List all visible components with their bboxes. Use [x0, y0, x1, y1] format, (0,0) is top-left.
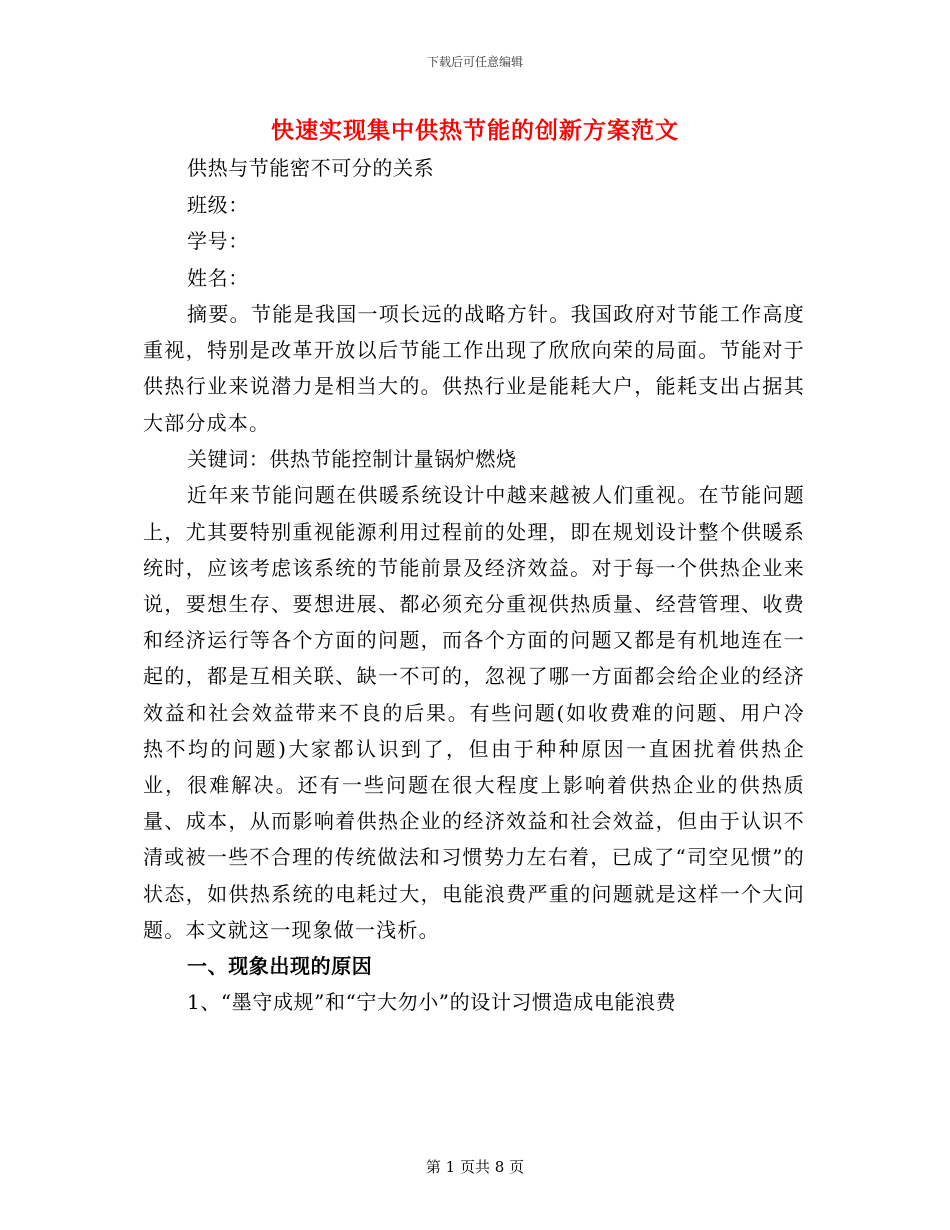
subsection-heading: 1、“墨守成规”和“宁大勿小”的设计习惯造成电能浪费	[187, 990, 677, 1015]
subtitle: 供热与节能密不可分的关系	[187, 156, 435, 180]
abstract-paragraph: 摘要。节能是我国一项长远的战略方针。我国政府对节能工作高度重视，特别是改革开放以后节能工作出现了欣欣向荣的局面。节能对于供热行业来说潜力是相当大的。供热行业是能耗大户，能耗支出占据其大部分成本。	[143, 302, 805, 435]
page-footer: 第 1 页共 8 页	[425, 1158, 525, 1176]
student-id-field-label: 学号：	[187, 229, 249, 253]
section-heading: 一、现象出现的原因	[187, 953, 373, 978]
header-note: 下载后可任意编辑	[426, 55, 523, 69]
document-title: 快速实现集中供热节能的创新方案范文	[271, 117, 679, 144]
name-field-label: 姓名：	[187, 265, 249, 290]
document-body	[143, 150, 805, 1021]
class-field-label: 班级：	[187, 192, 249, 217]
keywords-line: 关键词：供热节能控制计量锅炉燃烧	[187, 446, 517, 471]
body-paragraph: 近年来节能问题在供暖系统设计中越来越被人们重视。在节能问题上，尤其要特别重视能源利用过程前的处理，即在规划设计整个供暖系统时，应该考虑该系统的节能前景及经济效益。对于每一个供热企业来说，要想生存、要想进展、都必须充分重视供热质量、经营管理、收费和经济运行等各个方面的问题，而各个方面的问题又都是有机地连在一起的，都是互相关联、缺一不可的，忽视了哪一方面都会给企业的经济效益和社会效益带来不良的后果。有些问题(如收费难的问题、用户冷热不均的问题)大家都认识到了，但由于种种原因一直困扰着供热企业，很难解决。还有一些问题在很大程度上影响着供热企业的供热质量、成本，从而影响着供热企业的经济效益和社会效益，但由于认识不清或被一些不合理的传统做法和习惯势力左右着，已成了“司空见惯”的状态，如供热系统的电耗过大，电能浪费严重的问题就是这样一个大问题。本文就这一现象做一浅析。	[143, 483, 805, 942]
